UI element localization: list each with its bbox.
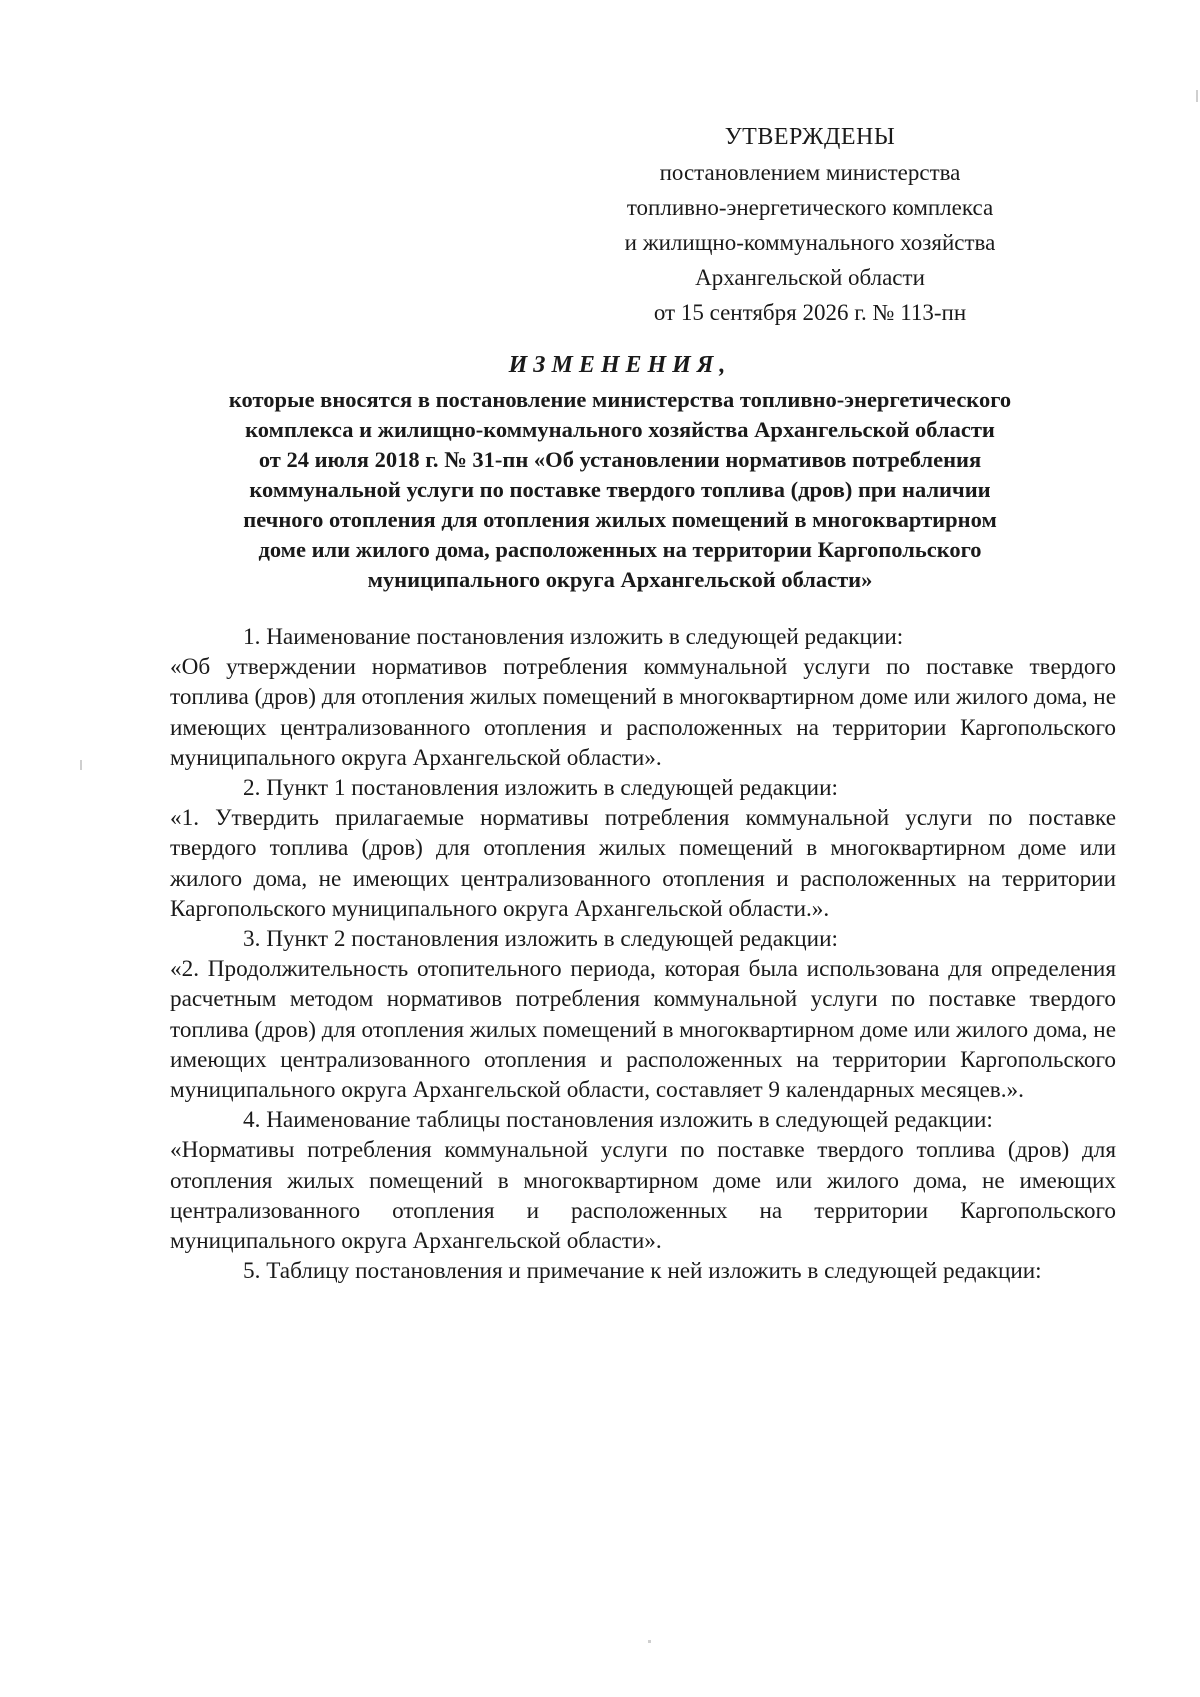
document-body: [170, 622, 1116, 1286]
scan-speck: [1196, 90, 1198, 102]
item-1-intro: 1. Наименование постановления изложить в следующей редакции:: [243, 624, 904, 650]
heading-line: комплекса и жилищно-коммунального хозяйства Архангельской области: [245, 417, 995, 442]
approval-word: УТВЕРЖДЕНЫ: [724, 124, 896, 150]
scan-speck: [648, 1640, 651, 1643]
heading-line: муниципального округа Архангельской области»: [367, 567, 873, 592]
approval-date-line: от 15 сентября 2026 г. № 113-пн: [653, 300, 967, 325]
item-3-intro: 3. Пункт 2 постановления изложить в следующей редакции:: [243, 926, 838, 953]
item-1-text: «Об утверждении нормативов потребления коммунальной услуги по поставке твердого топлива (дров) для отопления жилых помещений в многоквартирном доме или жилого дома, не имеющих централизованного отопления и расположенных на территории Каргопольского муниципального округа Архангельской области».: [170, 654, 1116, 771]
item-2-text: «1. Утвердить прилагаемые нормативы потребления коммунальной услуги по поставке твердого топлива (дров) для отопления жилых помещений в многоквартирном доме или жилого дома, не имеющих централизованного отопления и расположенных на территории Каргопольского муниципального округа Архангельской области.».: [170, 805, 1116, 922]
approval-line: и жилищно-коммунального хозяйства: [624, 230, 996, 255]
approval-line: топливно-энергетического комплекса: [626, 195, 994, 220]
approval-block: [560, 120, 1060, 330]
item-3-text: «2. Продолжительность отопительного периода, которая была использована для определения расчетным методом нормативов потребления коммунальной услуги по поставке твердого топлива (дров) для отопления жилых помещений в многоквартирном доме или жилого дома, не имеющих централизованного отопления и расположенных на территории Каргопольского муниципального округа Архангельской области, составляет 9 календарных месяцев.».: [170, 956, 1116, 1104]
item-2-intro: 2. Пункт 1 постановления изложить в следующей редакции:: [243, 775, 838, 802]
document-title: ИЗМЕНЕНИЯ,: [508, 352, 732, 378]
approval-line: постановлением министерства: [659, 160, 961, 185]
item-4-text: «Нормативы потребления коммунальной услуги по поставке твердого топлива (дров) для отопления жилых помещений в многоквартирном доме или жилого дома, не имеющих централизованного отопления и расположенных на территории Каргопольского муниципального округа Архангельской области».: [170, 1137, 1116, 1255]
heading-line: которые вносятся в постановление министерства топливно-энергетического: [228, 387, 1012, 412]
scan-speck: [80, 760, 82, 770]
item-4-intro: 4. Наименование таблицы постановления изложить в следующей редакции:: [243, 1107, 993, 1134]
heading-line: доме или жилого дома, расположенных на территории Каргопольского: [258, 537, 982, 562]
document-heading: [140, 350, 1100, 595]
heading-line: печного отопления для отопления жилых помещений в многоквартирном: [243, 507, 997, 532]
approval-line: Архангельской области: [695, 265, 925, 290]
heading-line: коммунальной услуги по поставке твердого топлива (дров) при наличии: [249, 477, 991, 502]
item-5-intro: 5. Таблицу постановления и примечание к ней изложить в следующей редакции:: [243, 1258, 1042, 1285]
heading-line: от 24 июля 2018 г. № 31-пн «Об установлении нормативов потребления: [258, 447, 982, 472]
